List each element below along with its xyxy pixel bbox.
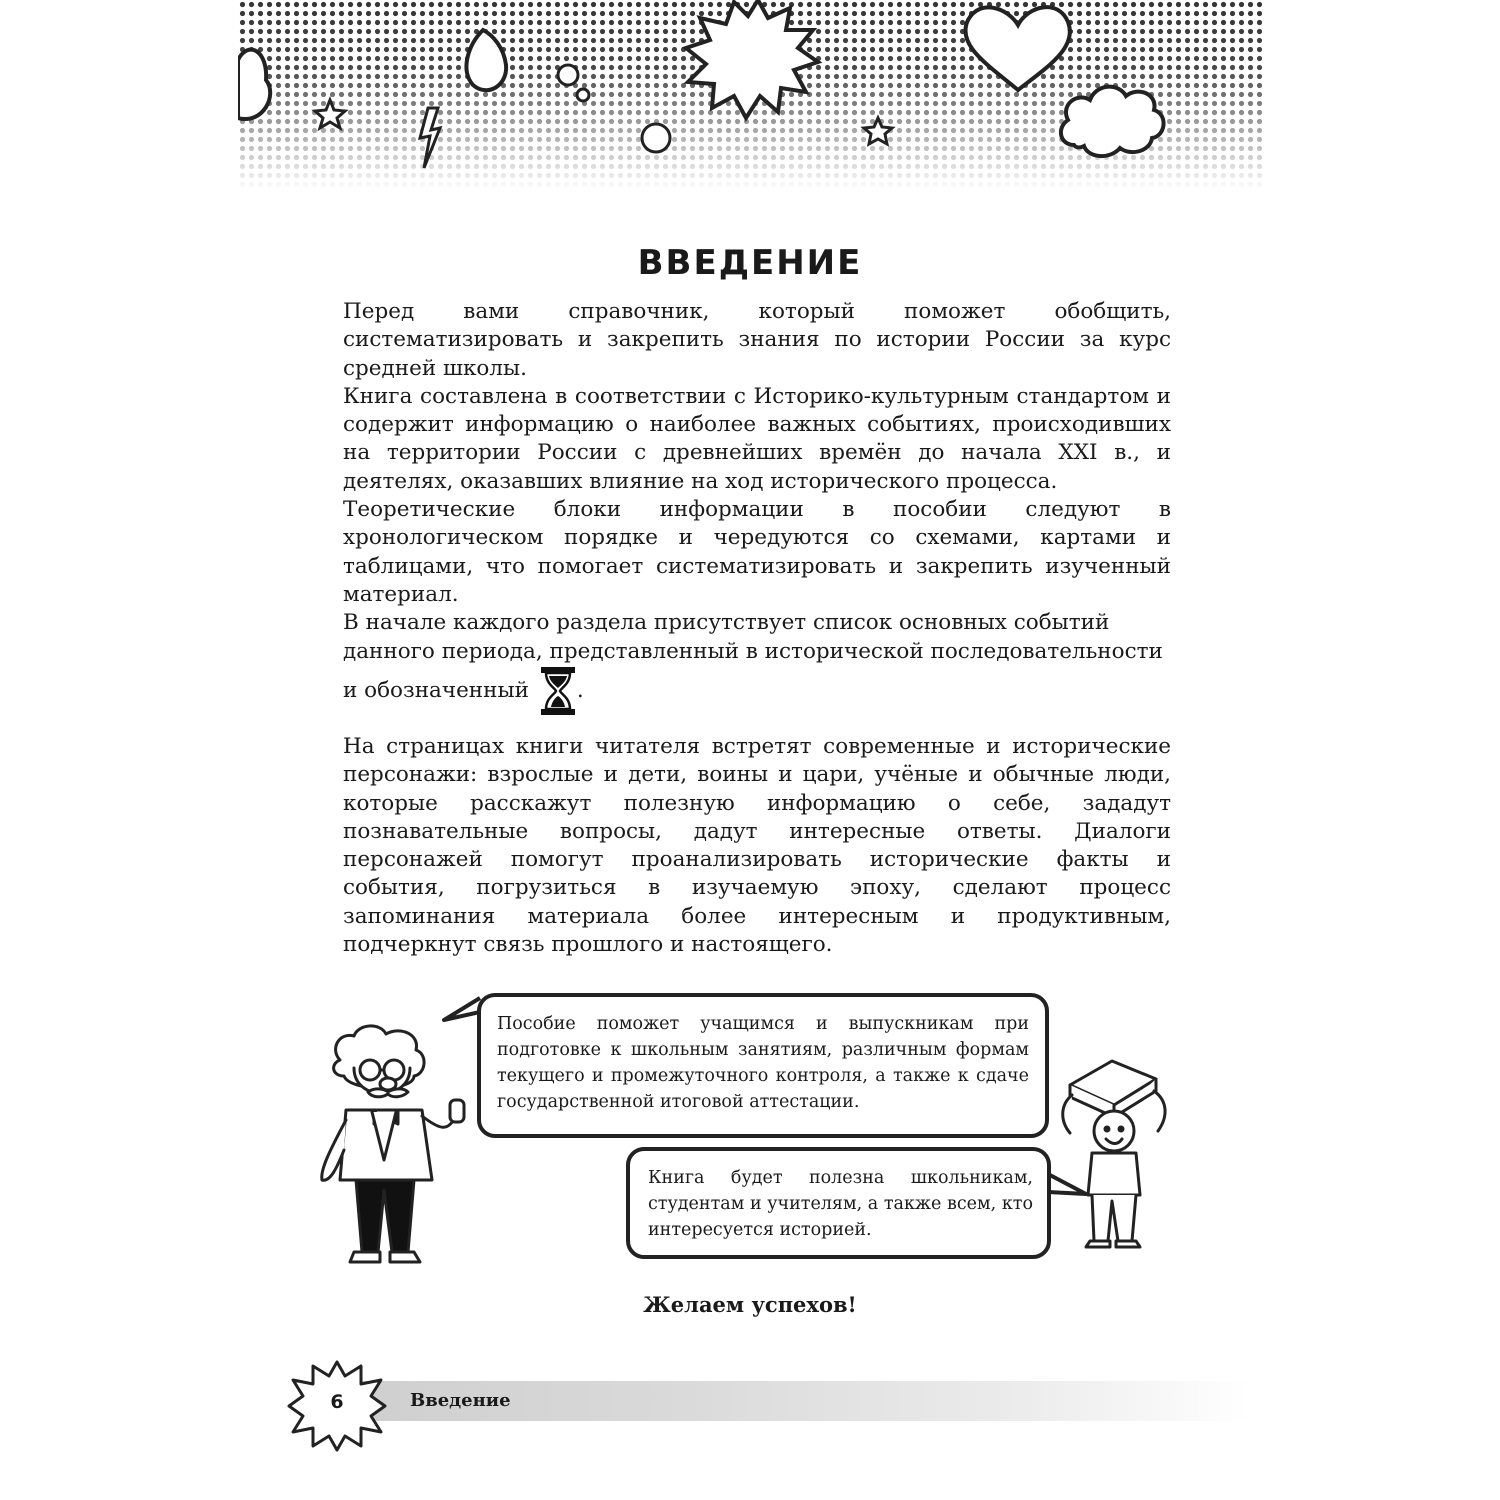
characters-paragraph: На страницах книги читателя встретят современные и исторические персонажи: взрослые и дети, воины и цари, учёные и обычные люди, которые расскажут полезную информацию о себе, зададут познавательные вопросы, дадут интересные ответы. Диалоги персонажей помогут проанализировать исторические факты и события, погрузиться в изучаемую эпоху, сделают процесс запоминания материала более интересным и продуктивным, подчеркнут связь прошлого и настоящего. [343, 734, 1171, 958]
hourglass-icon [539, 666, 577, 716]
professor-illustration [310, 1020, 480, 1280]
intro-text [343, 298, 1171, 716]
speech-bubble-student: Книга будет полезна школьникам, студентам и учителям, а также всем, кто интересуется историей. [626, 1147, 1051, 1259]
intro-paragraph: Книга составлена в соответствии с Историко-культурным стандартом и содержит информацию о наиболее важных событиях, происходивших на территории России с древнейших времён до начала XXI в., и деятелях, оказавших влияние на ход исторического процесса. [343, 383, 1171, 494]
characters-text [343, 733, 1171, 959]
page-number: 6 [330, 1391, 344, 1413]
intro-paragraph: Перед вами справочник, который поможет обобщить, систематизировать и закрепить знания по истории России за курс средней школы. [343, 299, 1171, 381]
speech-bubble-professor: Пособие поможет учащимся и выпускникам при подготовке к школьным занятиям, различным формам текущего и промежуточного контроля, а также к сдаче государственной итоговой аттестации. [477, 993, 1049, 1138]
intro-paragraph: Теоретические блоки информации в пособии следуют в хронологическом порядке и чередуются со схемами, картами и таблицами, что помогает систематизировать и закрепить изученный материал. [343, 497, 1171, 607]
page-title: ВВЕДЕНИЕ [637, 243, 863, 283]
intro-paragraph [343, 609, 1171, 716]
closing-wish: Желаем успехов! [643, 1292, 857, 1317]
header-halftone-illustration [238, 0, 1262, 190]
intro-paragraph-text: В начале каждого раздела присутствует список основных событий данного периода, представленный в исторической последовательности и обозначенный [343, 610, 1163, 703]
cloud-shape-left [238, 50, 270, 119]
student-illustration [1052, 1055, 1182, 1255]
cloud-shape-right [1061, 87, 1164, 156]
footer-section-title: Введение [410, 1390, 511, 1411]
intro-end-mark: . [576, 677, 584, 703]
